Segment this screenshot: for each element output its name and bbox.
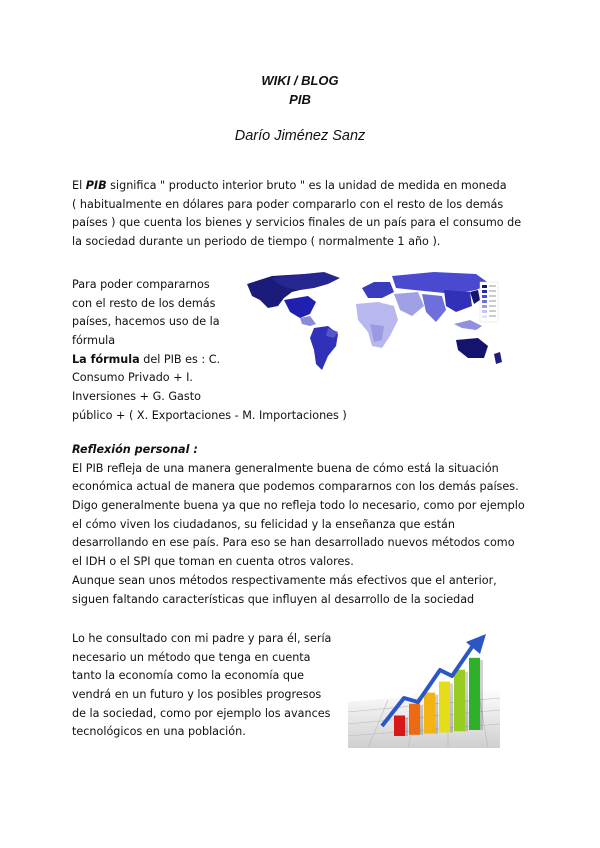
- doc-title-line1: WIKI / BLOG: [261, 73, 339, 88]
- growth-bar: [394, 716, 405, 737]
- growth-bar: [409, 704, 420, 735]
- pib-term: PIB: [85, 179, 107, 192]
- growth-bar-shade: [435, 695, 438, 734]
- growth-bar: [439, 682, 450, 733]
- growth-bar-shade: [450, 684, 453, 733]
- growth-bar: [424, 693, 435, 734]
- growth-bar-shade: [465, 672, 468, 732]
- growth-bar-shade: [405, 718, 408, 737]
- world-gdp-map-image: [244, 266, 512, 374]
- growth-bar: [454, 670, 465, 732]
- formula-paragraph: Para poder compararnos con el resto de los demás países, hacemos uso de la fórmula La fórmula del PIB es : C. Consumo Privado + I. Inversiones + G. Gasto público + ( X. Exportaciones - M. Importaciones ): [72, 278, 347, 422]
- intro-paragraph: El PIB significa " producto interior bruto " es la unidad de medida en moneda ( habitualmente en dólares para poder compararlo con el resto de los demás países ) que cuenta los bienes y servicios finales de un país para el consumo de la sociedad durante un periodo de tiempo ( normalmente 1 año ).: [72, 179, 522, 249]
- reflexion-section: Reflexión personal : El PIB refleja de una manera generalmente buena de cómo está la situación económica actual de manera que podemos compararnos con los demás países. Digo generalmente buena ya que no refleja todo lo necesario, como por ejemplo el cómo viven los ciudadanos, su felicidad y la enseñanza que están desarrollando en ese país. Para eso se han desarrollado nuevos métodos como el IDH o el SPI que toman en cuenta otros valores. Aunque sean unos métodos respectivamente más efectivos que el anterior, siguen faltando características que influyen al desarrollo de la sociedad: [72, 443, 525, 606]
- author-name: Darío Jiménez Sanz: [234, 128, 366, 144]
- growth-bar: [469, 658, 480, 730]
- closing-paragraph: Lo he consultado con mi padre y para él, sería necesario un método que tenga en cuenta tanto la economía como la economía que vendrá en un futuro y los posibles progresos de la sociedad, como por ejemplo los avances tecnológicos en una población.: [72, 632, 332, 739]
- growth-bar-shade: [420, 706, 423, 735]
- growth-chart-image: [348, 632, 500, 748]
- doc-title-line2: PIB: [289, 92, 311, 107]
- growth-bar-shade: [480, 660, 483, 730]
- reflexion-heading: Reflexión personal :: [72, 443, 198, 456]
- formula-label: La fórmula: [72, 352, 140, 366]
